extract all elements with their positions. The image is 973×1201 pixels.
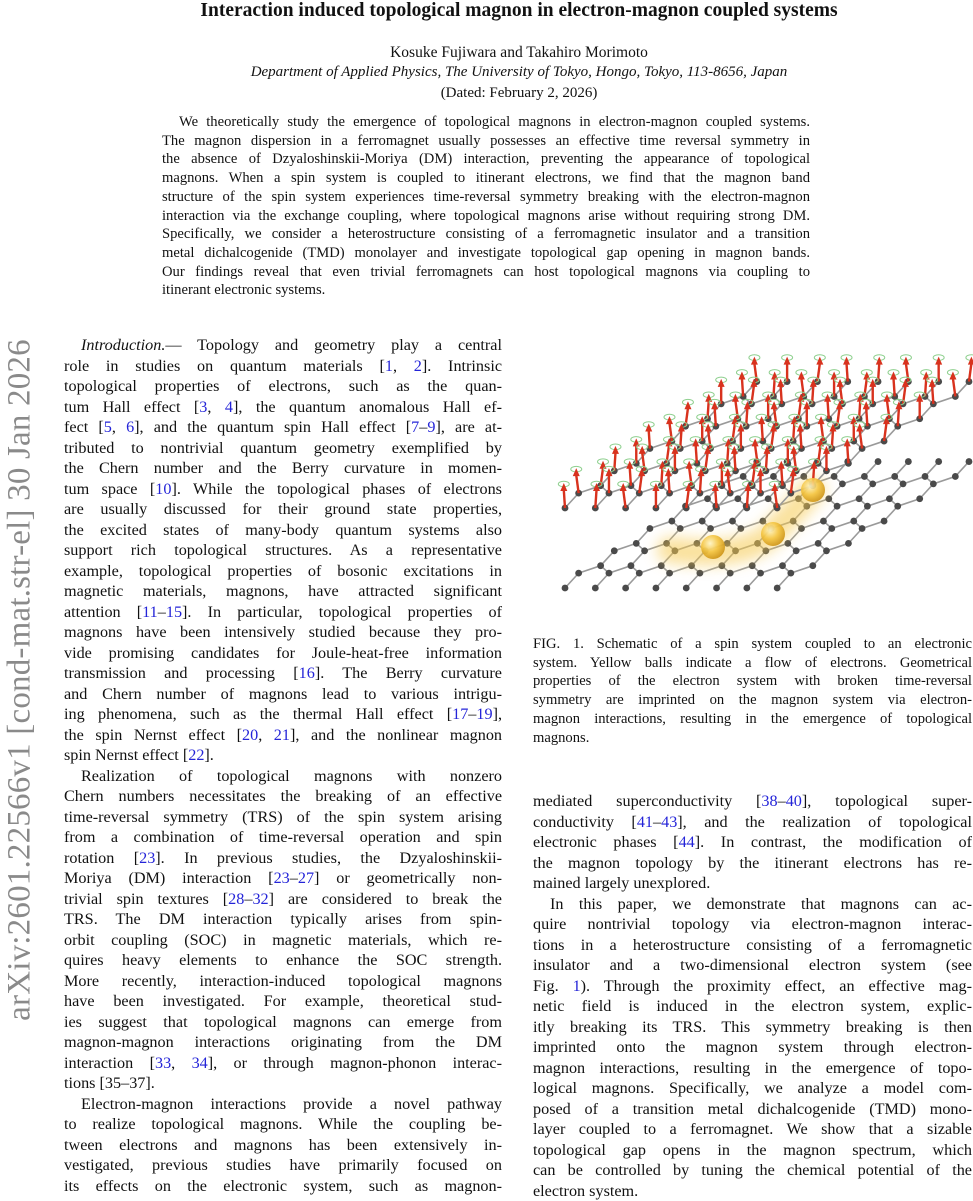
- caption-line: magnons.: [533, 729, 972, 748]
- text-line: logical magnons. Specifically, we analyze a model com-: [533, 1078, 972, 1099]
- atom: [757, 570, 764, 577]
- text-line: spin Nernst effect [22].: [64, 745, 502, 766]
- electron-ball: [801, 478, 825, 502]
- text-line: electron system.: [533, 1181, 972, 1201]
- text-line: insulator and a two-dimensional electron system (see: [533, 955, 972, 976]
- lattice-bond: [826, 463, 848, 470]
- atom: [713, 585, 720, 592]
- atom: [839, 480, 846, 487]
- text-line: are usually discussed for their ground state properties,: [64, 499, 502, 520]
- text-line: topological properties of electrons, such as the quan-: [64, 376, 502, 397]
- atom: [606, 570, 613, 577]
- text-line: magnon-magnon interactions originating from the DM: [64, 1032, 502, 1053]
- spin-arrow: [715, 408, 716, 426]
- atom: [828, 525, 835, 532]
- atom: [774, 585, 781, 592]
- text-line: transmission and processing [16]. The Berry curvature: [64, 663, 502, 684]
- atom: [869, 480, 876, 487]
- atom: [641, 547, 648, 554]
- text-line: tum Hall effect [3, 4], the quantum anomalous Hall ef-: [64, 397, 502, 418]
- atom: [622, 585, 629, 592]
- lattice-bond: [898, 499, 920, 506]
- text-line: TRS. The DM interaction typically arises from spin-: [64, 909, 502, 930]
- atom: [834, 503, 841, 510]
- text-line: netic field is induced in the electron system, explic-: [533, 996, 972, 1017]
- caption-line: system. Yellow balls indicate a flow of electrons. Geometrical: [533, 654, 972, 673]
- text-line: the magnon topology by the itinerant electrons has re-: [533, 853, 972, 874]
- caption-line: properties of the electron system with broken time-reversal: [533, 672, 972, 691]
- spin-arrow: [649, 431, 650, 449]
- text-line: Introduction.— Topology and geometry play a central: [64, 335, 502, 356]
- lattice-bond: [837, 499, 859, 506]
- lattice-bond: [609, 566, 631, 573]
- text-line: imprinted onto the magnon system through electron-: [533, 1037, 972, 1058]
- text-line: ies suggest that topological magnons can emerge from: [64, 1012, 502, 1033]
- atom: [779, 562, 786, 569]
- atom: [894, 503, 901, 510]
- lattice-bond: [791, 566, 813, 573]
- atom: [740, 473, 747, 480]
- figure-caption: [533, 635, 972, 747]
- atom: [891, 473, 898, 480]
- text-line: layer coupled to a ferromagnet. We show that a sizable: [533, 1119, 972, 1140]
- atom: [809, 562, 816, 569]
- spin-arrow: [847, 364, 848, 382]
- text-line: trivial spin textures [28–32] are considered to break the: [64, 889, 502, 910]
- text-line: rotation [23]. In previous studies, the Dzyaloshinskii-: [64, 848, 502, 869]
- atom: [699, 518, 706, 525]
- atom: [966, 458, 973, 465]
- atom: [592, 585, 599, 592]
- atom: [628, 562, 635, 569]
- spin-arrow: [898, 408, 899, 426]
- text-line: role in studies on quantum materials [1, 2]. Intrinsic: [64, 356, 502, 377]
- text-line: More recently, interaction-induced topological magnons: [64, 971, 502, 992]
- text-line: tions [35–37].: [64, 1073, 502, 1094]
- lattice-bond: [700, 566, 722, 573]
- spin-arrow: [734, 453, 735, 471]
- text-line: vide promising candidates for Joule-heat-free information: [64, 643, 502, 664]
- text-line: In this paper, we demonstrate that magnons can ac-: [533, 894, 972, 915]
- text-line: interaction via the exchange coupling, where topological magnons arise without requiring strong DM.: [162, 207, 810, 226]
- text-line: quires heavy elements to enhance the SOC strength.: [64, 950, 502, 971]
- text-line: Moriya (DM) interaction [23–27] or geometrically non-: [64, 868, 502, 889]
- text-line: metal dichalcogenide (TMD) monolayer and investigate topological gap opening in magnon bands.: [162, 244, 810, 263]
- text-line: posed of a transition metal dichalcogenide (TMD) mono-: [533, 1099, 972, 1120]
- atom: [850, 518, 857, 525]
- atom: [859, 525, 866, 532]
- text-line: mediated superconductivity [38–40], topological super-: [533, 791, 972, 812]
- text-line: tum space [10]. While the topological phases of electrons: [64, 479, 502, 500]
- authors: Kosuke Fujiwara and Takahiro Morimoto: [0, 43, 973, 63]
- atom: [562, 585, 569, 592]
- spin-arrow: [894, 378, 895, 396]
- text-line: magnon interactions, resulting in the emergence of topo-: [533, 1058, 972, 1079]
- text-line: We theoretically study the emergence of topological magnons in electron-magnon coupled systems.: [162, 113, 810, 132]
- atom: [886, 495, 893, 502]
- text-line: and Chern number of magnons lead to various intrigu-: [64, 684, 502, 705]
- text-line: Realization of topological magnons with nonzero: [64, 766, 502, 787]
- atom: [905, 458, 912, 465]
- spin-arrow: [742, 378, 743, 396]
- text-line: Chern numbers necessitates the breaking of an effective: [64, 786, 502, 807]
- spin-arrow: [847, 445, 848, 463]
- caption-line: magnon interactions, resulting in the emergence of topological: [533, 710, 972, 729]
- atom: [636, 570, 643, 577]
- text-line: from a combination of time-reversal operation and spin: [64, 827, 502, 848]
- atom: [820, 518, 827, 525]
- text-line: magnons have been intensively studied because they pro-: [64, 622, 502, 643]
- spin-arrow: [595, 490, 596, 508]
- spin-arrow: [747, 490, 748, 508]
- text-line: the absence of Dzyaloshinskii-Moriya (DM) interaction, preventing the appearance of topological: [162, 150, 810, 169]
- spin-arrow: [630, 468, 631, 486]
- atom: [845, 540, 852, 547]
- spin-arrow: [715, 490, 716, 508]
- atom: [658, 562, 665, 569]
- text-line: Electron-magnon interactions provide a novel pathway: [64, 1094, 502, 1115]
- atom: [749, 562, 756, 569]
- electron-ball: [761, 522, 785, 546]
- text-line: The magnon dispersion in a ferromagnet usually possesses an effective time reversal symmetry in: [162, 132, 810, 151]
- lattice-bond: [933, 476, 955, 483]
- atom: [743, 585, 750, 592]
- text-line: the Chern number and the Berry curvature in momen-: [64, 458, 502, 479]
- text-line: the spin Nernst effect [20, 21], and the nonlinear magnon: [64, 725, 502, 746]
- lattice-bond: [832, 521, 854, 528]
- atom: [881, 518, 888, 525]
- spin-arrow: [668, 475, 669, 493]
- atom: [793, 547, 800, 554]
- arxiv-identifier-stamp: arXiv:2601.22566v1 [cond-mat.str-el] 30 Jan 2026: [2, 244, 38, 1117]
- lattice-bond: [801, 521, 823, 528]
- text-line: Fig. 1). Through the proximity effect, an effective mag-: [533, 976, 972, 997]
- atom: [861, 473, 868, 480]
- caption-line: FIG. 1. Schematic of a spin system coupled to an electronic: [533, 635, 972, 654]
- spin-arrow: [866, 408, 867, 426]
- atom: [647, 525, 654, 532]
- atom: [666, 570, 673, 577]
- text-line: itinerant electronic systems.: [162, 281, 810, 300]
- atom: [916, 495, 923, 502]
- atom: [900, 480, 907, 487]
- spin-arrow: [800, 431, 801, 449]
- atom: [727, 570, 734, 577]
- lattice-bond: [842, 476, 864, 483]
- text-line: support rich topological structures. As a representative: [64, 540, 502, 561]
- atom: [798, 525, 805, 532]
- lattice-bond: [711, 521, 733, 528]
- atom: [815, 540, 822, 547]
- spin-arrow: [828, 401, 829, 419]
- lattice-bond: [680, 521, 702, 528]
- text-line: vestigated, previous studies have primarily focused on: [64, 1155, 502, 1176]
- text-line: time-reversal symmetry (TRS) of the spin system arising: [64, 807, 502, 828]
- atom: [831, 473, 838, 480]
- spin-lattice-layer: [558, 355, 973, 512]
- atom: [597, 562, 604, 569]
- text-line: tween electrons and magnons has been extensively in-: [64, 1135, 502, 1156]
- lattice-bond: [579, 566, 601, 573]
- lattice-bond: [862, 521, 884, 528]
- atom: [611, 547, 618, 554]
- affiliation: Department of Applied Physics, The University of Tokyo, Hongo, Tokyo, 113-8656, Japan: [0, 62, 973, 82]
- text-line: electronic phases [44]. In contrast, the modification of: [533, 832, 972, 853]
- lattice-bond: [873, 476, 895, 483]
- atom: [575, 570, 582, 577]
- spin-arrow: [781, 468, 782, 486]
- atom: [653, 585, 660, 592]
- paper-title: Interaction induced topological magnon in electron-magnon coupled systems: [0, 0, 973, 22]
- text-line: fect [5, 6], and the quantum spin Hall effect [7–9], are at-: [64, 417, 502, 438]
- atom: [729, 518, 736, 525]
- atom: [668, 518, 675, 525]
- atom: [922, 473, 929, 480]
- text-line: topological gap opens in the magnon spectrum, which: [533, 1140, 972, 1161]
- atom: [704, 495, 711, 502]
- text-line: Specifically, we consider a heterostructure consisting of a ferromagnetic insulator and a transition: [162, 225, 810, 244]
- lattice-bond: [796, 543, 818, 550]
- text-line: quire nontrivial topology via electron-magnon interac-: [533, 914, 972, 935]
- atom: [737, 525, 744, 532]
- text-line: tributed to nontrivial quantum geometry exemplified by: [64, 438, 502, 459]
- figure-1-schematic: [520, 330, 973, 630]
- atom: [864, 503, 871, 510]
- spin-arrow: [564, 490, 565, 508]
- text-line: attention [11–15]. In particular, topological properties of: [64, 602, 502, 623]
- lattice-bond: [826, 543, 848, 550]
- lattice-bond: [862, 441, 884, 448]
- lattice-bond: [761, 566, 783, 573]
- text-line: ing phenomena, such as the thermal Hall effect [17–19],: [64, 704, 502, 725]
- lattice-bond: [670, 566, 692, 573]
- lattice-bond: [898, 419, 920, 426]
- text-line: Our findings reveal that even trivial ferromagnets can host topological magnons via coupling to: [162, 263, 810, 282]
- lattice-bond: [903, 476, 925, 483]
- electron-ball: [701, 535, 725, 559]
- text-line: the excited states of many-body quantum systems also: [64, 520, 502, 541]
- text-line: have been investigated. For example, theoretical stud-: [64, 991, 502, 1012]
- abstract: [162, 113, 810, 300]
- lattice-bond: [639, 566, 661, 573]
- atom: [825, 495, 832, 502]
- text-line: example, topological properties of bosonic excitations in: [64, 561, 502, 582]
- atom: [875, 458, 882, 465]
- right-column-body: [533, 791, 972, 1201]
- atom: [683, 585, 690, 592]
- text-line: structure of the spin system experiences time-reversal symmetry breaking with the electron-magnon: [162, 188, 810, 207]
- atom: [770, 473, 777, 480]
- text-line: mained largely unexplored.: [533, 873, 972, 894]
- lattice-bond: [730, 566, 752, 573]
- spin-arrow: [781, 386, 782, 404]
- text-line: magnons. When a spin system is coupled to itinerant electrons, we find that the magnon band: [162, 169, 810, 188]
- spin-arrow: [696, 445, 697, 463]
- text-line: conductivity [41–43], and the realization of topological: [533, 812, 972, 833]
- atom: [784, 540, 791, 547]
- text-line: orbit coupling (SOC) in magnetic materials, which re-: [64, 930, 502, 951]
- spin-arrow: [762, 423, 763, 441]
- date-line: (Dated: February 2, 2026): [0, 83, 973, 103]
- atom: [707, 525, 714, 532]
- atom: [823, 547, 830, 554]
- lattice-bond: [614, 543, 636, 550]
- spin-arrow: [932, 386, 933, 404]
- atom: [765, 495, 772, 502]
- atom: [952, 473, 959, 480]
- text-line: can be controlled by tuning the chemical potential of the: [533, 1160, 972, 1181]
- atom: [633, 540, 640, 547]
- atom: [696, 570, 703, 577]
- atom: [935, 458, 942, 465]
- atom: [856, 495, 863, 502]
- text-line: itly breaking its TRS. This symmetry breaking is then: [533, 1017, 972, 1038]
- lattice-bond: [867, 499, 889, 506]
- atom: [930, 480, 937, 487]
- atom: [734, 495, 741, 502]
- text-line: to realize topological magnons. While the coupling be-: [64, 1114, 502, 1135]
- lattice-bond: [933, 396, 955, 403]
- spin-arrow: [700, 475, 701, 493]
- text-line: tions in a heterostructure consisting of a ferromagnetic: [533, 935, 972, 956]
- left-column-body: [64, 335, 502, 1196]
- caption-line: symmetry are imprinted on the magnon system via electron-: [533, 691, 972, 710]
- lattice-bond: [650, 521, 672, 528]
- atom: [787, 570, 794, 577]
- text-line: its effects on the electronic system, such as magnon-: [64, 1176, 502, 1197]
- text-line: interaction [33, 34], or through magnon-phonon interac-: [64, 1053, 502, 1074]
- text-line: magnetic materials, magnons, have attracted significant: [64, 581, 502, 602]
- atom: [677, 525, 684, 532]
